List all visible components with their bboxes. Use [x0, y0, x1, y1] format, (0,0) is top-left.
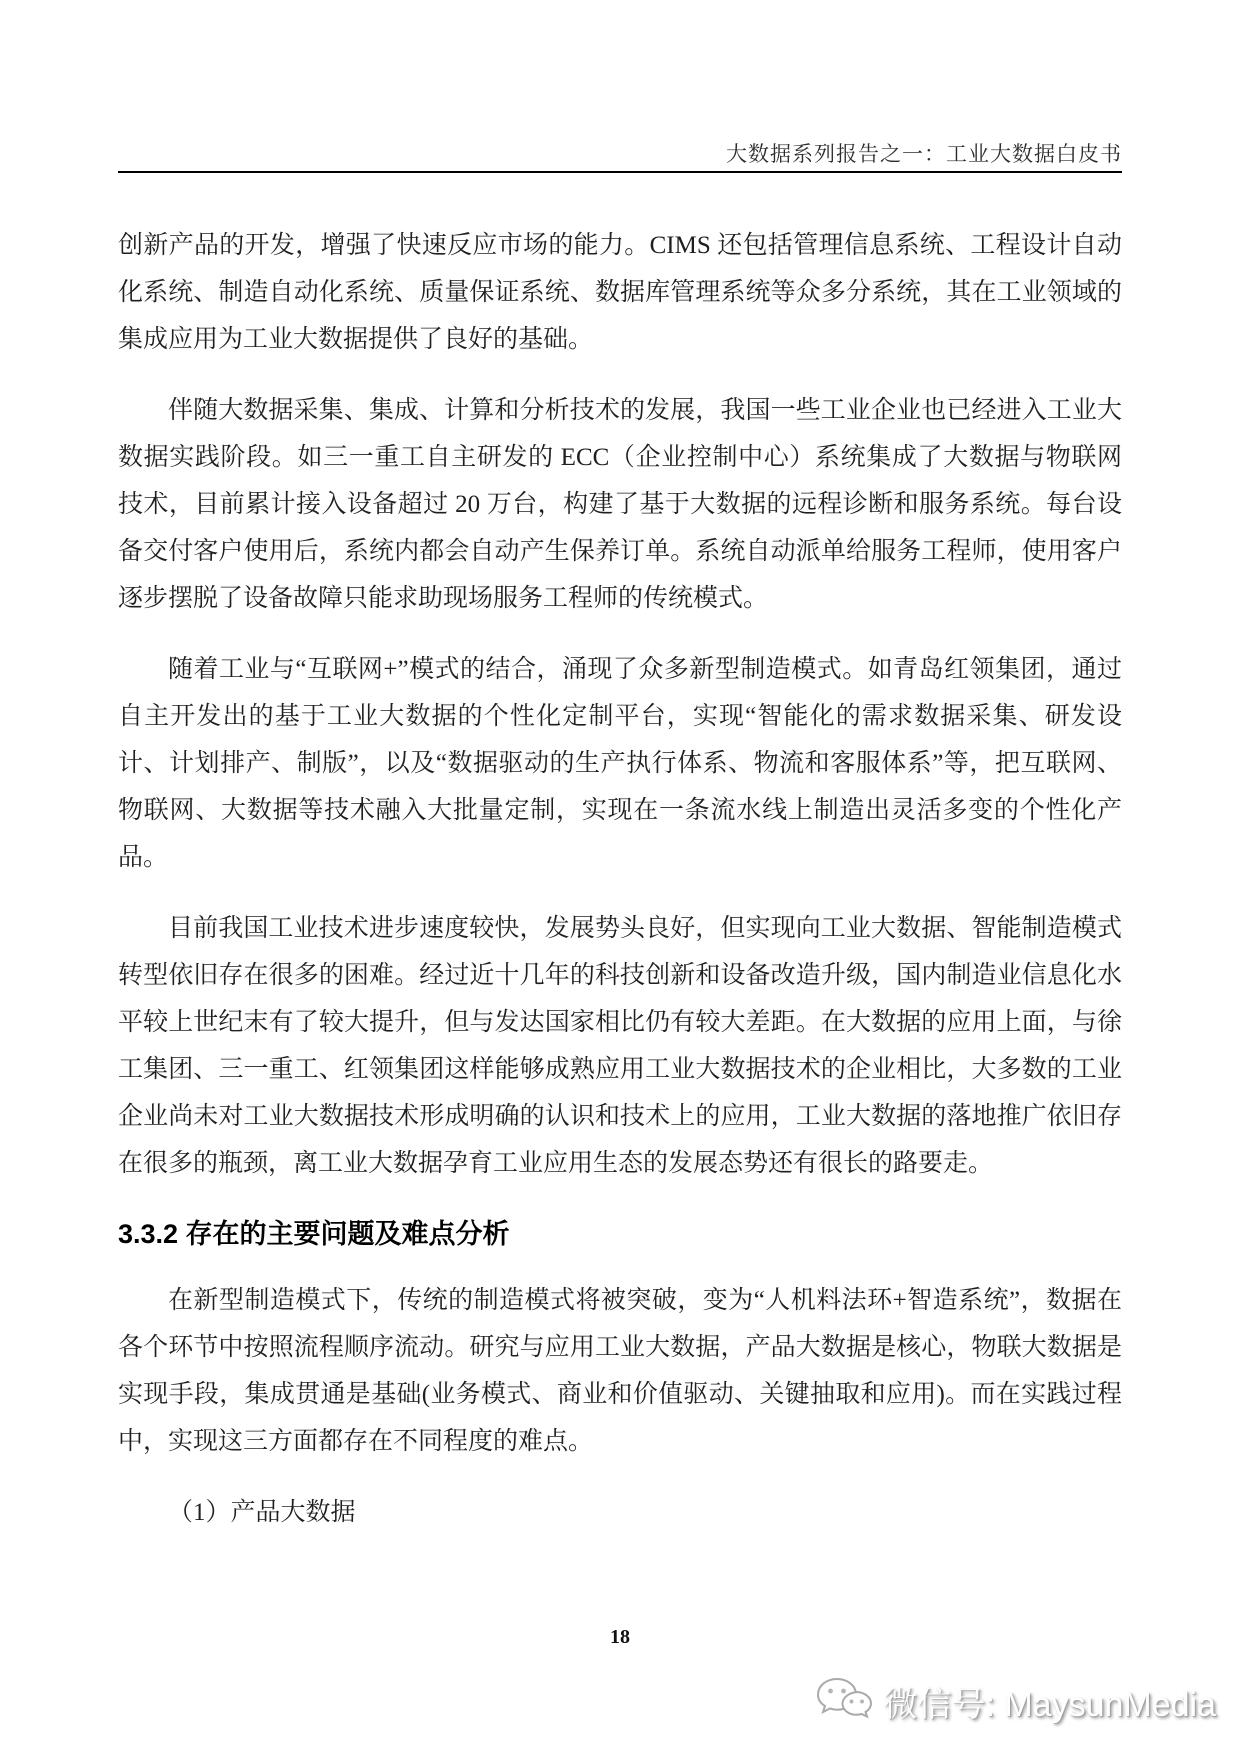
header-rule [118, 171, 1122, 173]
wechat-watermark [815, 1676, 1216, 1726]
body-paragraph: 随着工业与“互联网+”模式的结合，涌现了众多新型制造模式。如青岛红领集团，通过自主开发出的基于工业大数据的个性化定制平台，实现“智能化的需求数据采集、研发设计、计划排产、制版”，以及“数据驱动的生产执行体系、物流和客服体系”等，把互联网、物联网、大数据等技术融入大批量定制，实现在一条流水线上制造出灵活多变的个性化产品。 [118, 656, 1122, 871]
body-paragraph: 创新产品的开发，增强了快速反应市场的能力。CIMS 还包括管理信息系统、工程设计自动化系统、制造自动化系统、质量保证系统、数据库管理系统等众多分系统，其在工业领域的集成应用为工业大数据提供了良好的基础。 [118, 232, 1122, 353]
page-number: 18 [610, 1626, 630, 1648]
body-paragraph: 目前我国工业技术进步速度较快，发展势头良好，但实现向工业大数据、智能制造模式转型依旧存在很多的困难。经过近十几年的科技创新和设备改造升级，国内制造业信息化水平较上世纪末有了较大提升，但与发达国家相比仍有较大差距。在大数据的应用上面，与徐工集团、三一重工、红领集团这样能够成熟应用工业大数据技术的企业相比，大多数的工业企业尚未对工业大数据技术形成明确的认识和技术上的应用，工业大数据的落地推广依旧存在很多的瓶颈，离工业大数据孕育工业应用生态的发展态势还有很长的路要走。 [118, 915, 1122, 1177]
body-paragraph: （1）产品大数据 [168, 1499, 356, 1526]
body-paragraph: 伴随大数据采集、集成、计算和分析技术的发展，我国一些工业企业也已经进入工业大数据实践阶段。如三一重工自主研发的 ECC（企业控制中心）系统集成了大数据与物联网技术，目前累计接入设备超过 20 万台，构建了基于大数据的远程诊断和服务系统。每台设备交付客户使用后，系统内都会自动产生保养订单。系统自动派单给服务工程师，使用客户逐步摆脱了设备故障只能求助现场服务工程师的传统模式。 [118, 397, 1122, 612]
document-body [118, 222, 1122, 1560]
body-paragraph: 在新型制造模式下，传统的制造模式将被突破，变为“人机料法环+智造系统”，数据在各个环节中按照流程顺序流动。研究与应用工业大数据，产品大数据是核心，物联大数据是实现手段，集成贯通是基础(业务模式、商业和价值驱动、关键抽取和应用)。而在实践过程中，实现这三方面都存在不同程度的难点。 [118, 1287, 1122, 1455]
wechat-icon [815, 1676, 873, 1726]
section-heading: 3.3.2 存在的主要问题及难点分析 [118, 1219, 510, 1249]
wechat-label: 微信号: MaysunMedia [883, 1685, 1216, 1724]
running-header: 大数据系列报告之一：工业大数据白皮书 [726, 142, 1122, 166]
